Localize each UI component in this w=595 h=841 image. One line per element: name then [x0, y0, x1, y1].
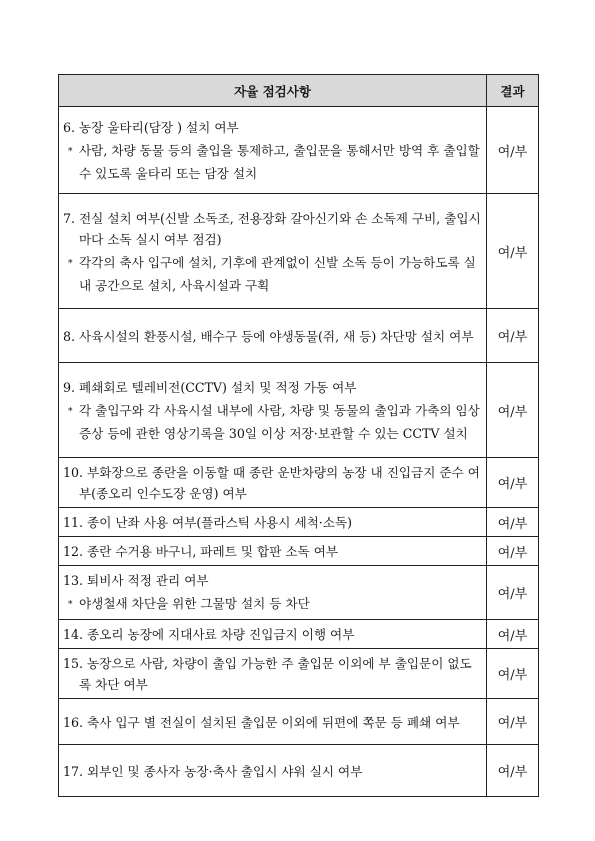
- table-header-row: [59, 75, 539, 107]
- item-note-text: 각각의 축사 입구에 설치, 기후에 관계없이 신발 소독 등이 가능하도록 실내 공간으로 설치, 사육시설과 구획: [79, 254, 476, 293]
- item-cell: [59, 537, 487, 566]
- table-row: [59, 194, 539, 309]
- item-title: 11. 종이 난좌 사용 여부(플라스틱 사용시 세척·소독): [63, 515, 353, 530]
- result-cell: 여/부: [487, 566, 539, 620]
- result-cell: 여/부: [487, 745, 539, 797]
- asterisk-marker: *: [68, 258, 73, 269]
- table-row: [59, 745, 539, 797]
- item-note-text: 사람, 차량 동물 등의 출입을 통제하고, 출입문을 통해서만 방역 후 출입할 수 있도록 울타리 또는 담장 설치: [79, 143, 480, 181]
- table-row: [59, 309, 539, 363]
- result-cell: 여/부: [487, 363, 539, 458]
- item-note: [63, 400, 482, 444]
- item-cell: [59, 620, 487, 649]
- item-title: 8. 사육시설의 환풍시설, 배수구 등에 야생동물(쥐, 새 등) 차단망 설치 여부: [63, 328, 474, 344]
- asterisk-marker: *: [68, 600, 73, 610]
- item-title: 10. 부화장으로 종란을 이동할 때 종란 운반차량의 농장 내 진입금지 준수 여부(종오리 인수도장 운영) 여부: [63, 465, 480, 501]
- item-cell: [59, 745, 487, 797]
- result-cell: 여/부: [487, 309, 539, 363]
- item-title: 7. 전실 설치 여부(신발 소독조, 전용장화 갈아신기와 손 소독제 구비, 출입시 마다 소독 실시 여부 점검): [63, 210, 481, 247]
- result-cell: 여/부: [487, 508, 539, 537]
- asterisk-marker: *: [68, 407, 73, 417]
- item-cell: [59, 194, 487, 309]
- item-note: [63, 593, 482, 616]
- asterisk-marker: *: [68, 147, 73, 157]
- item-cell: [59, 699, 487, 745]
- item-cell: [59, 649, 487, 699]
- result-cell: 여/부: [487, 194, 539, 309]
- result-cell: 여/부: [487, 620, 539, 649]
- result-cell: 여/부: [487, 699, 539, 745]
- table-row: [59, 537, 539, 566]
- result-cell: 여/부: [487, 458, 539, 508]
- header-result: 결과: [487, 75, 539, 107]
- item-cell: [59, 363, 487, 458]
- checklist-table: [58, 74, 539, 797]
- item-title: 6. 농장 울타리(담장 ) 설치 여부: [63, 120, 239, 135]
- table-row: [59, 699, 539, 745]
- item-cell: [59, 458, 487, 508]
- item-note-text: 야생철새 차단을 위한 그물망 설치 등 차단: [79, 596, 310, 611]
- result-cell: 여/부: [487, 537, 539, 566]
- item-cell: [59, 309, 487, 363]
- item-title: 16. 축사 입구 별 전실이 설치된 출입문 이외에 뒤편에 쪽문 등 폐쇄 여부: [63, 714, 460, 730]
- table-row: [59, 620, 539, 649]
- result-cell: 여/부: [487, 107, 539, 194]
- item-title: 9. 폐쇄회로 텔레비전(CCTV) 설치 및 적정 가동 여부: [63, 380, 357, 395]
- item-note-text: 각 출입구와 각 사육시설 내부에 사람, 차량 및 동물의 출입과 가축의 임상증상 등에 관한 영상기록을 30일 이상 저장·보관할 수 있는 CCTV 설치: [79, 403, 480, 441]
- item-title: 12. 종란 수거용 바구니, 파레트 및 합판 소독 여부: [63, 544, 339, 559]
- item-title: 15. 농장으로 사람, 차량이 출입 가능한 주 출입문 이외에 부 출입문이 없도록 차단 여부: [63, 656, 472, 692]
- table-row: [59, 107, 539, 194]
- item-note: [63, 252, 482, 296]
- table-row: [59, 566, 539, 620]
- result-cell: 여/부: [487, 649, 539, 699]
- item-title: 13. 퇴비사 적정 관리 여부: [63, 573, 209, 588]
- item-title: 14. 종오리 농장에 지대사료 차량 진입금지 이행 여부: [63, 627, 355, 642]
- table-row: [59, 363, 539, 458]
- item-cell: [59, 566, 487, 620]
- item-title: 17. 외부인 및 종사자 농장·축사 출입시 샤워 실시 여부: [63, 763, 363, 779]
- table-row: [59, 458, 539, 508]
- table-row: [59, 508, 539, 537]
- item-note: [63, 140, 482, 184]
- item-cell: [59, 508, 487, 537]
- header-item: 자율 점검사항: [59, 75, 487, 107]
- item-cell: [59, 107, 487, 194]
- table-row: [59, 649, 539, 699]
